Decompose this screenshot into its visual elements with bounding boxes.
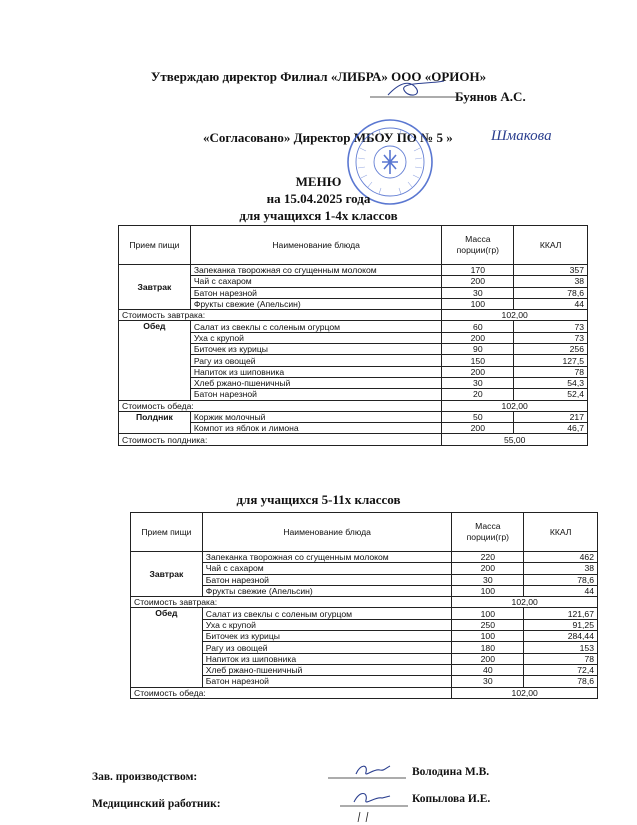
dish-name: Батон нарезной [190,389,442,400]
dish-name: Салат из свеклы с соленым огурцом [202,608,452,619]
agreed-signature: Шмакова [491,128,552,144]
menu-title: МЕНЮ [295,174,342,189]
cost-row [131,687,598,698]
dish-mass: 90 [442,344,514,355]
dish-mass: 30 [442,377,514,388]
col-dish: Наименование блюда [190,226,442,265]
dish-kcal: 44 [524,585,598,596]
dish-mass: 40 [452,664,524,675]
group-1-4-heading: для учащихся 1-4х классов [239,208,398,223]
dish-kcal: 78,6 [514,287,588,298]
dish-name: Салат из свеклы с соленым огурцом [190,321,442,332]
dish-kcal: 54,3 [514,377,588,388]
dish-mass: 100 [452,585,524,596]
dish-kcal: 78 [514,366,588,377]
cost-label: Стоимость обеда: [131,687,452,698]
dish-kcal: 44 [514,298,588,309]
cost-value: 102,00 [452,597,598,608]
dish-name: Батон нарезной [190,287,442,298]
dish-kcal: 91,25 [524,619,598,630]
production-name: Володина М.В. [412,766,490,778]
cost-value: 102,00 [442,400,588,411]
cost-label: Стоимость полдника: [119,434,442,445]
dish-kcal: 78,6 [524,574,598,585]
dish-name: Напиток из шиповника [202,653,452,664]
dish-mass: 100 [452,631,524,642]
dish-mass: 100 [452,608,524,619]
approve-line: Утверждаю директор Филиал «ЛИБРА» ООО «ОРИОН» [150,69,487,84]
dish-kcal: 357 [514,265,588,276]
menu-date: на 15.04.2025 года [266,191,371,206]
dish-kcal: 127,5 [514,355,588,366]
dish-name: Хлеб ржано-пшеничный [190,377,442,388]
dish-kcal: 38 [514,276,588,287]
dish-mass: 170 [442,265,514,276]
table-row [131,608,598,619]
dish-name: Батон нарезной [202,574,452,585]
cost-label: Стоимость завтрака: [131,597,452,608]
cost-value: 102,00 [452,687,598,698]
dish-mass: 200 [442,366,514,377]
col-kcal: ККАЛ [524,513,598,552]
cost-label: Стоимость завтрака: [119,310,442,321]
approve-name: Буянов А.С. [455,89,526,104]
dish-name: Рагу из овощей [190,355,442,366]
dish-kcal: 78,6 [524,676,598,687]
cost-row [131,597,598,608]
dish-name: Коржик молочный [190,411,442,422]
dish-name: Биточек из курицы [202,631,452,642]
medical-name: Копылова И.Е. [412,793,491,805]
dish-mass: 220 [452,552,524,563]
dish-kcal: 73 [514,321,588,332]
dish-mass: 250 [452,619,524,630]
approve-signature-icon [370,78,460,100]
cost-row [119,400,588,411]
dish-name: Чай с сахаром [202,563,452,574]
dish-kcal: 284,44 [524,631,598,642]
cost-value: 102,00 [442,310,588,321]
dish-name: Рагу из овощей [202,642,452,653]
dish-kcal: 72,4 [524,664,598,675]
dish-name: Фрукты свежие (Апельсин) [202,585,452,596]
dish-kcal: 73 [514,332,588,343]
col-dish: Наименование блюда [202,513,452,552]
col-mass: Масса порции(гр) [442,226,514,265]
meal-label: Обед [131,608,203,687]
dish-name: Батон нарезной [202,676,452,687]
dish-mass: 200 [452,653,524,664]
cost-label: Стоимость обеда: [119,400,442,411]
dish-mass: 150 [442,355,514,366]
dish-name: Уха с крупой [190,332,442,343]
dish-mass: 200 [442,276,514,287]
dish-mass: 60 [442,321,514,332]
meal-label: Обед [119,321,191,400]
table-header-row [119,226,588,265]
production-signature-icon [328,758,408,782]
dish-mass: 20 [442,389,514,400]
col-mass: Масса порции(гр) [452,513,524,552]
dish-kcal: 78 [524,653,598,664]
dish-mass: 180 [452,642,524,653]
menu-table-1-4 [118,225,588,446]
dish-name: Запеканка творожная со сгущенным молоком [202,552,452,563]
cost-row [119,310,588,321]
dish-name: Запеканка творожная со сгущенным молоком [190,265,442,276]
dish-mass: 100 [442,298,514,309]
dish-name: Хлеб ржано-пшеничный [202,664,452,675]
col-kcal: ККАЛ [514,226,588,265]
table-row [119,321,588,332]
agreed-line: «Согласовано» Директор МБОУ ПО № 5 » [203,130,453,145]
dish-kcal: 462 [524,552,598,563]
cost-row [119,434,588,445]
dish-mass: 30 [442,287,514,298]
dish-name: Биточек из курицы [190,344,442,355]
col-meal: Прием пищи [119,226,191,265]
dish-kcal: 256 [514,344,588,355]
table-row [119,411,588,422]
table-row [131,552,598,563]
dish-mass: 50 [442,411,514,422]
col-meal: Прием пищи [131,513,203,552]
menu-table-5-11 [130,512,598,699]
table-row [119,265,588,276]
dish-kcal: 217 [514,411,588,422]
dish-mass: 200 [442,332,514,343]
dish-name: Напиток из шиповника [190,366,442,377]
meal-label: Завтрак [119,265,191,310]
dish-kcal: 38 [524,563,598,574]
meal-label: Завтрак [131,552,203,597]
dish-mass: 30 [452,676,524,687]
cost-value: 55,00 [442,434,588,445]
production-label: Зав. производством: [92,771,198,783]
dish-mass: 200 [442,423,514,434]
group-5-11-heading: для учащихся 5-11х классов [236,492,401,507]
medical-label: Медицинский работник: [92,798,221,810]
dish-kcal: 52,4 [514,389,588,400]
dish-name: Фрукты свежие (Апельсин) [190,298,442,309]
dish-mass: 30 [452,574,524,585]
dish-name: Уха с крупой [202,619,452,630]
dish-kcal: 46,7 [514,423,588,434]
table-header-row [131,513,598,552]
dish-mass: 200 [452,563,524,574]
dish-kcal: 121,67 [524,608,598,619]
dish-name: Чай с сахаром [190,276,442,287]
medical-signature-icon [340,786,410,822]
dish-kcal: 153 [524,642,598,653]
meal-label: Полдник [119,411,191,434]
dish-name: Компот из яблок и лимона [190,423,442,434]
